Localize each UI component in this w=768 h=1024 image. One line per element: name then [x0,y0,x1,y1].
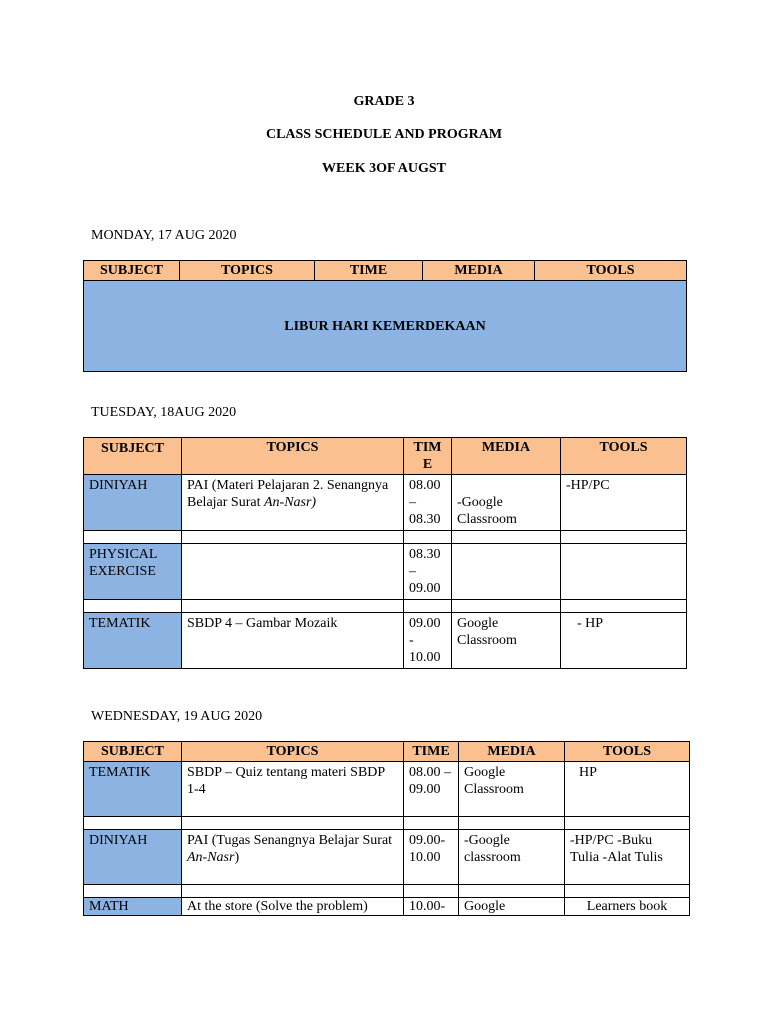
subject-cell: DINIYAH [84,475,182,531]
col-media: MEDIA [423,261,535,281]
table-row [84,475,687,531]
col-subject: SUBJECT [84,261,180,281]
schedule-title: CLASS SCHEDULE AND PROGRAM [265,127,503,142]
time-cell: 08.00 – 09.00 [404,762,459,817]
time-cell: 09.00-10.00 [404,830,459,885]
col-tools: TOOLS [561,438,687,475]
col-time: TIME [315,261,423,281]
topic-cell: SBDP – Quiz tentang materi SBDP 1-4 [182,762,404,817]
col-time: TIM E [404,438,452,475]
time-cell: 09.00 - 10.00 [404,613,452,669]
subject-cell: TEMATIK [84,762,182,817]
tuesday-date: TUESDAY, 18AUG 2020 [91,405,237,420]
col-topics: TOPICS [182,438,404,475]
media-cell: Google Classroom [452,613,561,669]
topic-cell: PAI (Tugas Senangnya Belajar Surat An-Nasr) [182,830,404,885]
table-row [84,613,687,669]
table-row [84,544,687,600]
col-tools: TOOLS [535,261,687,281]
subject-cell: TEMATIK [84,613,182,669]
tools-cell: Learners book [565,898,690,916]
table-header-row [84,438,687,475]
col-time: TIME [404,742,459,762]
col-media: MEDIA [459,742,565,762]
monday-table [83,260,687,372]
wednesday-date: WEDNESDAY, 19 AUG 2020 [91,709,263,724]
tools-cell: HP [565,762,690,817]
table-row [84,762,690,817]
time-cell: 08.00 – 08.30 [404,475,452,531]
table-row [84,898,690,916]
wednesday-table [83,741,690,916]
col-tools: TOOLS [565,742,690,762]
tools-cell: -HP/PC [561,475,687,531]
tools-cell: -HP/PC -Buku Tulia -Alat Tulis [565,830,690,885]
holiday-cell: LIBUR HARI KEMERDEKAAN [84,281,687,372]
media-cell: Google Classroom [459,762,565,817]
col-media: MEDIA [452,438,561,475]
time-cell: 10.00- [404,898,459,916]
media-cell: Google [459,898,565,916]
media-cell: -Google classroom [459,830,565,885]
table-header-row [84,261,687,281]
time-cell: 08.30 – 09.00 [404,544,452,600]
topic-cell [182,544,404,600]
week-title: WEEK 3OF AUGST [322,161,446,176]
table-header-row [84,742,690,762]
monday-date: MONDAY, 17 AUG 2020 [91,228,237,243]
tuesday-table [83,437,687,669]
col-subject: SUBJECT [84,742,182,762]
tools-cell: - HP [561,613,687,669]
media-cell: -Google Classroom [452,475,561,531]
col-topics: TOPICS [182,742,404,762]
col-subject: SUBJECT [84,438,182,475]
media-cell [452,544,561,600]
topic-cell: PAI (Materi Pelajaran 2. Senangnya Belajar Surat An-Nasr) [182,475,404,531]
subject-cell: PHYSICAL EXERCISE [84,544,182,600]
topic-cell: SBDP 4 – Gambar Mozaik [182,613,404,669]
grade-title: GRADE 3 [353,94,415,109]
col-topics: TOPICS [180,261,315,281]
table-row [84,830,690,885]
subject-cell: DINIYAH [84,830,182,885]
subject-cell: MATH [84,898,182,916]
tools-cell [561,544,687,600]
topic-cell: At the store (Solve the problem) [182,898,404,916]
